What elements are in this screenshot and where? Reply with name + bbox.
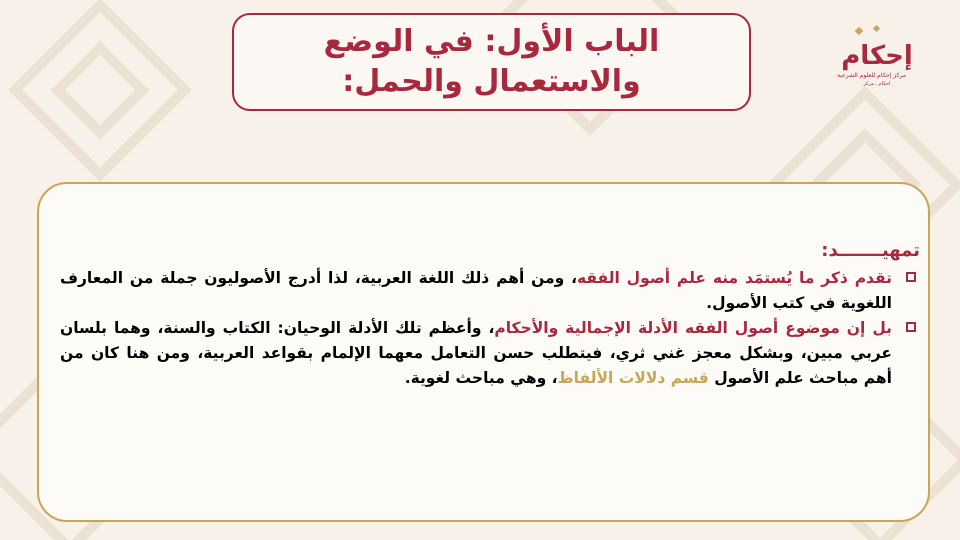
logo-wordmark: إحكام [841, 41, 913, 71]
section-heading: تمهيـــــــد: [821, 240, 920, 261]
bullet-1-text: ، ومن أهم ذلك اللغة العربية، لذا أدرج الأصوليون جملة من المعارف اللغوية في كتب الأصول. [60, 269, 892, 312]
bullet-item-2 [60, 316, 920, 391]
bullet-2-gold-highlight: قسم دلالات الألفاظ [557, 369, 709, 387]
bullet-item-1 [60, 266, 920, 316]
bullet-1-highlight: تقدم ذكر ما يُستمَد منه علم أصول الفقه [577, 269, 892, 287]
ihkam-logo-mark [841, 24, 913, 72]
logo-tagline: احكام ـ مركز [863, 81, 891, 87]
bullet-2-end: ، وهي مباحث لغوية. [404, 369, 558, 387]
checkbox-bullet-icon [906, 272, 916, 282]
title-box [232, 13, 751, 111]
page-title-line1: الباب الأول: في الوضع [323, 24, 660, 59]
ihkam-logo [837, 24, 913, 94]
bullet-2-highlight: بل إن موضوع أصول الفقه الأدلة الإجمالية والأحكام [494, 319, 892, 337]
content-body [60, 238, 920, 391]
checkbox-bullet-icon [906, 322, 916, 332]
page-title-line2: والاستعمال والحمل: [342, 64, 641, 99]
bullet-2-text: ، وأعظم تلك الأدلة الوحيان: الكتاب والسنة، وهما بلسان عربي مبين، وبشكل معجز غني ثري، فيتطلب حسن التعامل معهما الإلمام بقواعد العربية، ومن هنا كان من أهم مباحث علم الأصول [60, 319, 892, 387]
logo-subtitle: مركز إحكام للعلوم الشرعية [837, 72, 906, 79]
